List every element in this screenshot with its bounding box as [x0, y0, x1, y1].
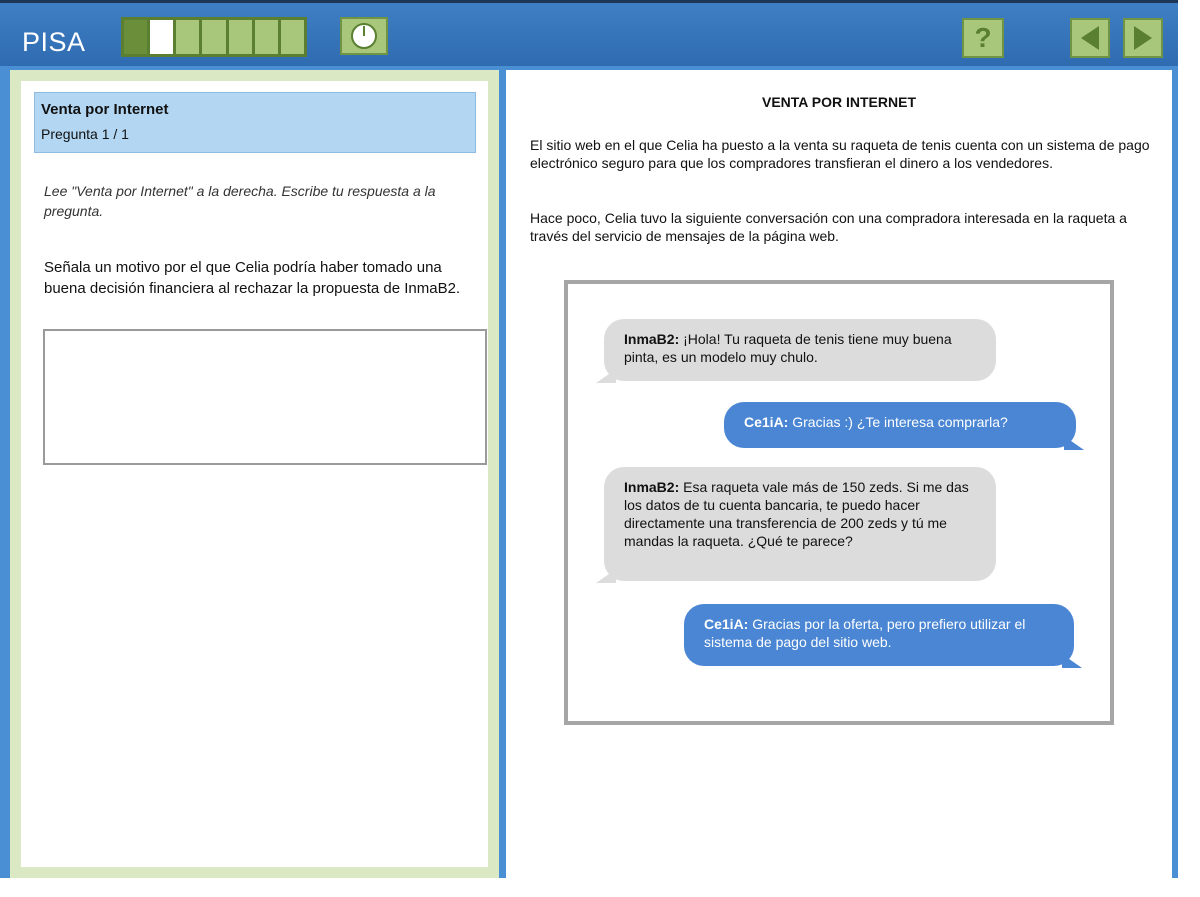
progress-segment-3: [176, 20, 199, 54]
next-button[interactable]: [1123, 18, 1163, 58]
chat-message-inmab2-1: [604, 319, 996, 381]
stimulus-panel: [506, 70, 1172, 878]
message-text: Gracias por la oferta, pero prefiero utilizar el sistema de pago del sitio web.: [704, 616, 1026, 650]
question-panel-content: [21, 81, 488, 867]
message-sender: InmaB2:: [624, 479, 680, 495]
message-text: Gracias :) ¿Te interesa comprarla?: [792, 414, 1008, 430]
arrow-left-icon: [1081, 26, 1099, 50]
message-text: Esa raqueta vale más de 150 zeds. Si me das los datos de tu cuenta bancaria, te puedo hacer directamente una transferencia de 200 zeds y tú me mandas la raqueta. ¿Qué te parece?: [624, 479, 969, 549]
question-panel: [10, 70, 499, 878]
answer-input[interactable]: [43, 329, 487, 465]
chat-message-celia-1: [724, 402, 1076, 448]
bubble-tail: [1064, 436, 1084, 450]
question-header: [34, 92, 476, 153]
message-text: ¡Hola! Tu raqueta de tenis tiene muy buena pinta, es un modelo muy chulo.: [624, 331, 952, 365]
arrow-right-icon: [1134, 26, 1152, 50]
help-button[interactable]: [962, 18, 1004, 58]
chat-conversation: [564, 280, 1114, 725]
chat-message-celia-2: [684, 604, 1074, 666]
progress-segment-2: [150, 20, 173, 54]
message-sender: Ce1iA:: [744, 414, 789, 430]
progress-segment-4: [202, 20, 225, 54]
pisa-logo: PISA: [22, 27, 86, 57]
bubble-tail: [596, 569, 616, 583]
timer-icon: [349, 21, 379, 51]
progress-segment-1: [124, 20, 147, 54]
question-number: Pregunta 1 / 1: [41, 126, 129, 142]
question-mark-icon: ?: [974, 22, 992, 53]
progress-bar: [121, 17, 307, 57]
stimulus-paragraph-2: Hace poco, Celia tuvo la siguiente conversación con una compradora interesada en la raqueta a través del servicio de mensajes de la página web.: [530, 210, 1127, 244]
progress-segment-5: [229, 20, 252, 54]
stimulus-paragraph-1: El sitio web en el que Celia ha puesto a la venta su raqueta de tenis cuenta con un sistema de pago electrónico seguro para que los compradores transfieran el dinero a los vendedores.: [530, 137, 1150, 171]
stimulus-title: VENTA POR INTERNET: [761, 94, 916, 110]
chat-message-inmab2-2: [604, 467, 996, 581]
top-bar: [0, 3, 1178, 66]
message-sender: InmaB2:: [624, 331, 680, 347]
question-text: Señala un motivo por el que Celia podría haber tomado una buena decisión financiera al rechazar la propuesta de InmaB2.: [44, 259, 461, 297]
bubble-tail: [1062, 654, 1082, 668]
progress-segment-7: [281, 20, 304, 54]
back-button[interactable]: [1070, 18, 1110, 58]
message-sender: Ce1iA:: [704, 616, 749, 632]
unit-title: Venta por Internet: [41, 101, 169, 118]
timer-button[interactable]: [340, 17, 388, 55]
bubble-tail: [596, 369, 616, 383]
progress-segment-6: [255, 20, 278, 54]
instructions-text: Lee "Venta por Internet" a la derecha. Escribe tu respuesta a la pregunta.: [44, 183, 436, 219]
